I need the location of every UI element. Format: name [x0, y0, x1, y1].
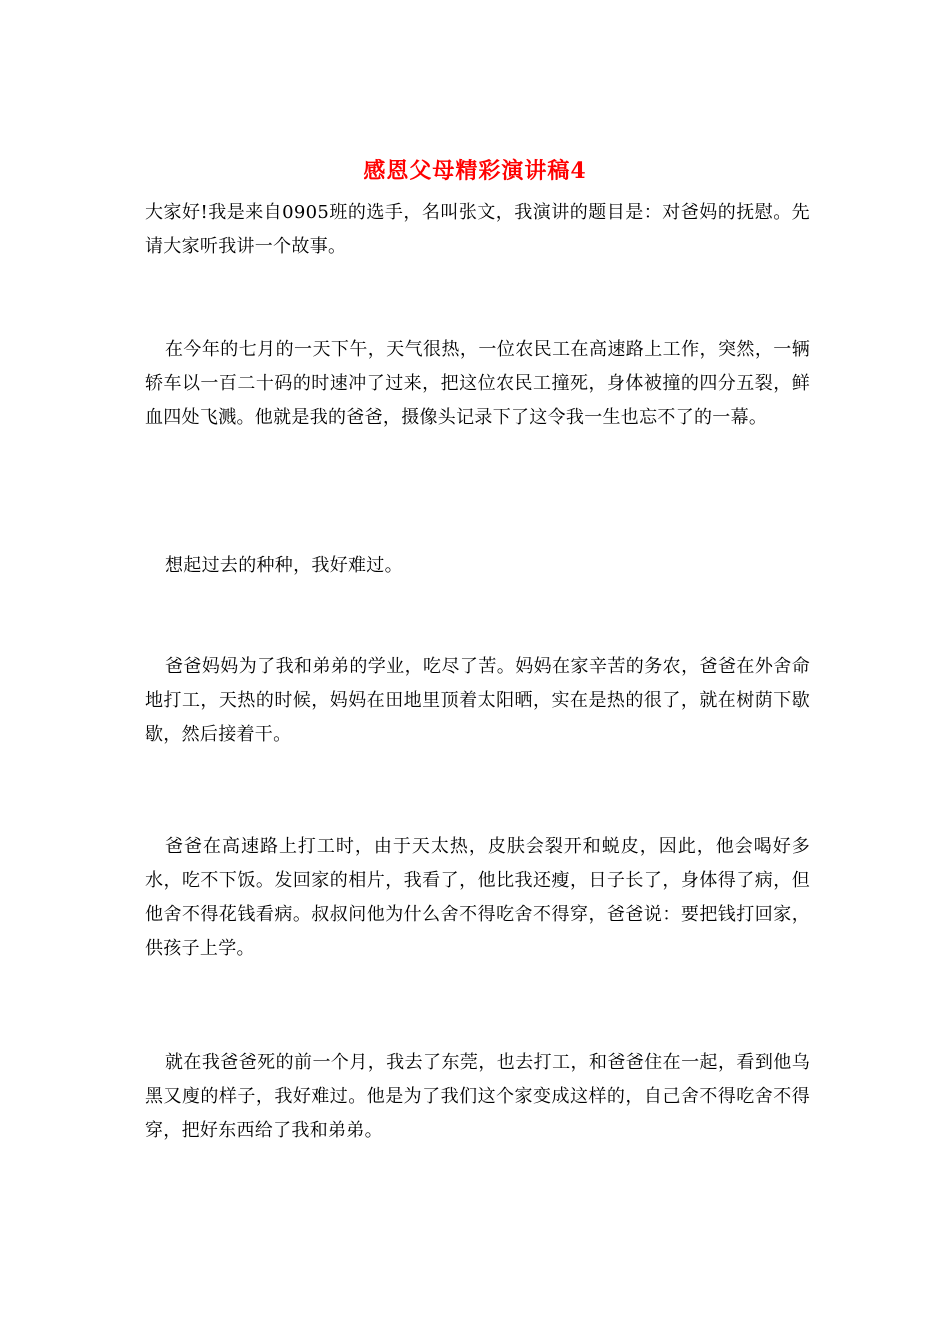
- paragraph-parents-hardship: 爸爸妈妈为了我和弟弟的学业，吃尽了苦。妈妈在家辛苦的务农，爸爸在外舍命地打工，天热的时候，妈妈在田地里顶着太阳晒，实在是热的很了，就在树荫下歇歇，然后接着干。: [145, 656, 810, 745]
- paragraph-memory: 想起过去的种种，我好难过。: [165, 555, 403, 576]
- paragraph-story: 在今年的七月的一天下午，天气很热，一位农民工在高速路上工作，突然，一辆轿车以一百二十码的时速冲了过来，把这位农民工撞死，身体被撞的四分五裂，鲜血四处飞溅。他就是我的爸爸，摄像头记录下了这令我一生也忘不了的一幕。: [145, 339, 810, 428]
- document-title: 感恩父母精彩演讲稿4: [363, 158, 587, 184]
- paragraph-last-month: 就在我爸爸死的前一个月，我去了东莞，也去打工，和爸爸住在一起，看到他乌黑又廋的样子，我好难过。他是为了我们这个家变成这样的，自己舍不得吃舍不得穿，把好东西给了我和弟弟。: [145, 1052, 810, 1141]
- paragraph-father-work: 爸爸在高速路上打工时，由于天太热，皮肤会裂开和蜕皮，因此，他会喝好多水，吃不下饭。发回家的相片，我看了，他比我还瘦，日子长了，身体得了病，但他舍不得花钱看病。叔叔问他为什么舍不得吃舍不得穿，爸爸说：要把钱打回家，供孩子上学。: [145, 836, 810, 959]
- paragraph-greeting: 大家好!我是来自0905班的选手，名叫张文，我演讲的题目是：对爸妈的抚慰。先请大家听我讲一个故事。: [145, 202, 810, 257]
